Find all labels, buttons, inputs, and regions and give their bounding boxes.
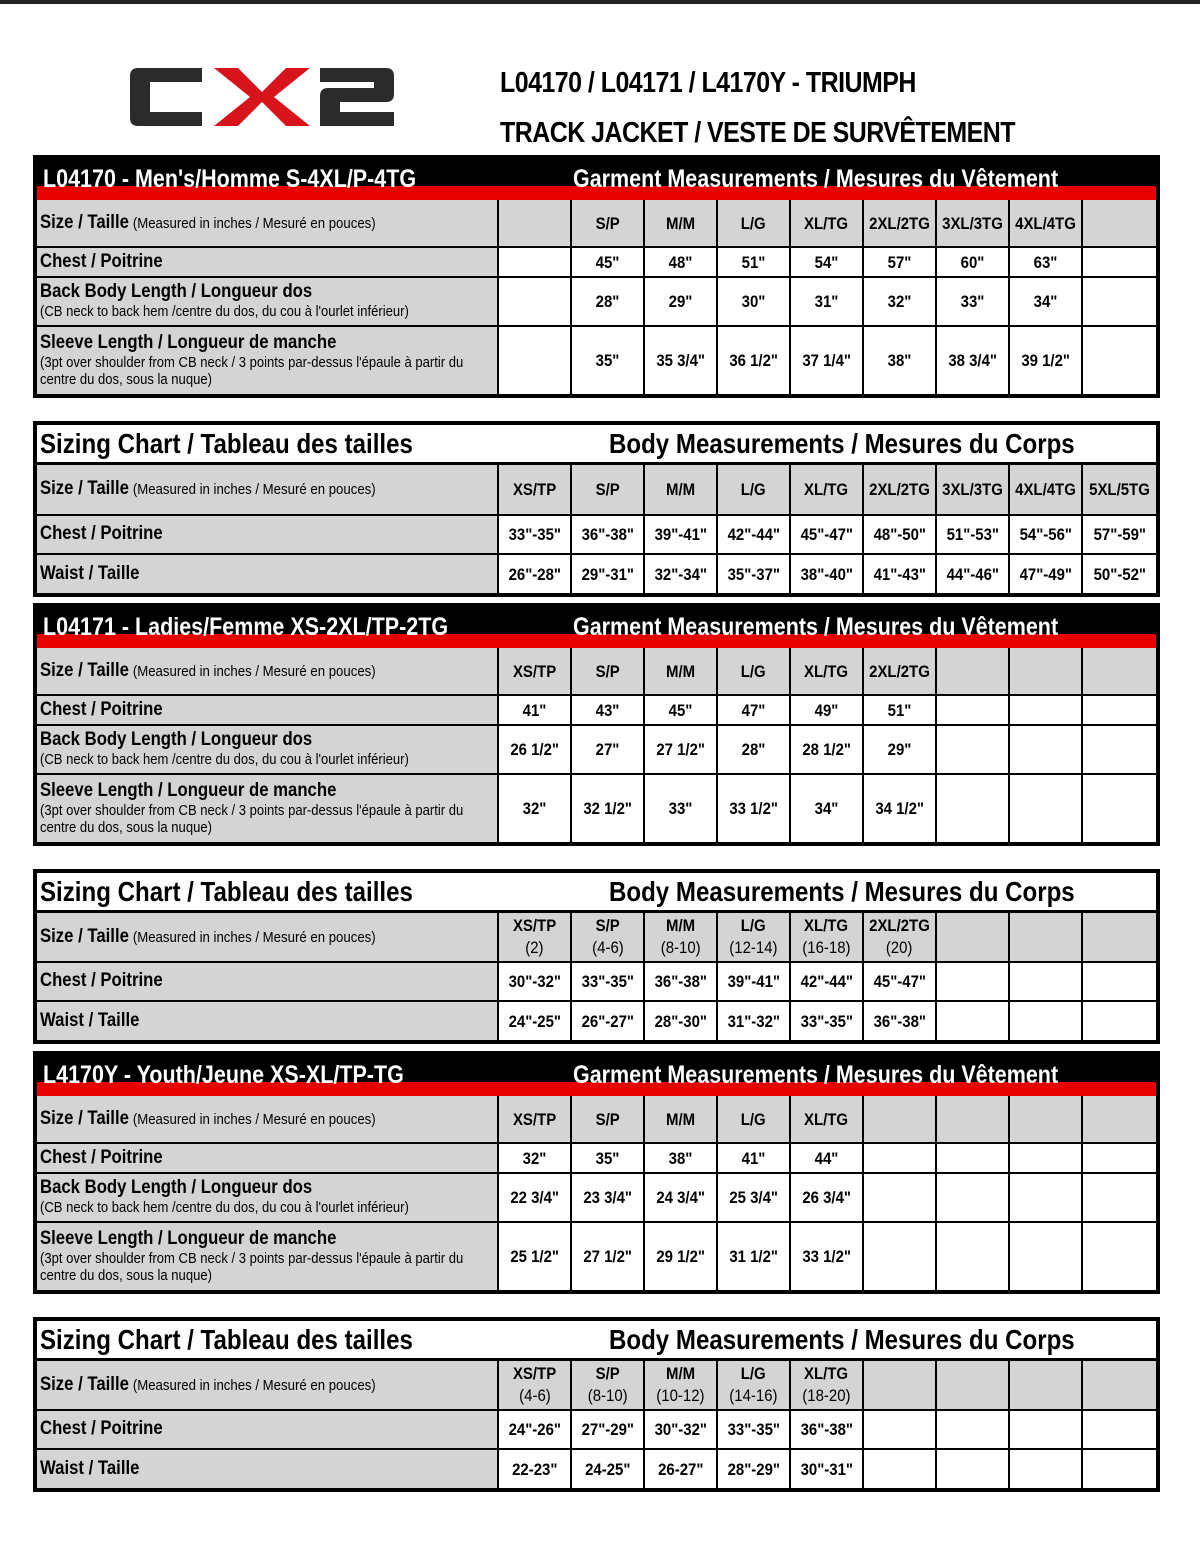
waist-cell: [1082, 1449, 1156, 1488]
waist-cell: [936, 1001, 1009, 1040]
chest-cell: 49": [790, 695, 863, 725]
waist-cell: 44"-46": [936, 554, 1009, 593]
chest-cell: 45": [571, 247, 644, 277]
back-length-label: Back Body Length / Longueur dos (CB neck to back hem /centre du dos, du cou à l'ourlet inférieur): [37, 277, 498, 326]
waist-row: [37, 1449, 1156, 1488]
back-length-cell: 34": [1009, 277, 1082, 326]
back-length-cell: [936, 725, 1009, 774]
sleeve-length-label: Sleeve Length / Longueur de manche (3pt over shoulder from CB neck / 3 points par-dessus l'épaule à partir du centre du dos, sous la nuque): [37, 774, 498, 842]
ladies-body-header: [37, 873, 1156, 913]
back-length-label: Back Body Length / Longueur dos (CB neck to back hem /centre du dos, du cou à l'ourlet inférieur): [37, 1173, 498, 1222]
waist-cell: 29"-31": [571, 554, 644, 593]
chest-cell: [1009, 962, 1082, 1001]
waist-cell: 26"-28": [498, 554, 571, 593]
size-cell: M/M (10-12): [644, 1361, 717, 1410]
waist-cell: 30"-31": [790, 1449, 863, 1488]
back-length-label: Back Body Length / Longueur dos (CB neck to back hem /centre du dos, du cou à l'ourlet inférieur): [37, 725, 498, 774]
sleeve-length-cell: 33": [644, 774, 717, 842]
size-cell: M/M: [644, 1096, 717, 1143]
waist-cell: 28"-30": [644, 1001, 717, 1040]
chest-cell: 27"-29": [571, 1410, 644, 1449]
document-title-line2: TRACK JACKET / VESTE DE SURVÊTEMENT: [500, 117, 1015, 149]
ladies-title: L04171 - Ladies/Femme XS-2XL/TP-2TG: [43, 613, 449, 641]
waist-cell: 50"-52": [1082, 554, 1156, 593]
size-cell: M/M: [644, 648, 717, 695]
size-cell: L/G: [717, 1096, 790, 1143]
size-label: Size / Taille (Measured in inches / Mesuré en pouces): [37, 465, 498, 515]
waist-cell: 24-25": [571, 1449, 644, 1488]
size-cell: XL/TG: [790, 465, 863, 515]
chest-cell: 57": [863, 247, 936, 277]
chest-cell: 51": [717, 247, 790, 277]
back-length-cell: [863, 1173, 936, 1222]
chest-cell: 54"-56": [1009, 515, 1082, 554]
size-row: [37, 1096, 1156, 1143]
back-length-cell: [936, 1173, 1009, 1222]
chest-label: Chest / Poitrine: [37, 695, 498, 725]
size-cell: 5XL/5TG: [1082, 465, 1156, 515]
back-length-cell: [498, 277, 571, 326]
chest-cell: 54": [790, 247, 863, 277]
sleeve-length-row: [37, 326, 1156, 394]
chest-cell: 45": [644, 695, 717, 725]
size-label: Size / Taille (Measured in inches / Mesuré en pouces): [37, 1096, 498, 1143]
chest-cell: 33"-35": [498, 515, 571, 554]
waist-cell: 38"-40": [790, 554, 863, 593]
chest-cell: 42"-44": [790, 962, 863, 1001]
chest-cell: 42"-44": [717, 515, 790, 554]
youth-garment-section: [33, 1051, 1160, 1294]
size-row: [37, 465, 1156, 515]
back-length-cell: 32": [863, 277, 936, 326]
size-cell: S/P: [571, 1096, 644, 1143]
size-cell: L/G (14-16): [717, 1361, 790, 1410]
waist-label: Waist / Taille: [37, 1001, 498, 1040]
sizing-chart-heading: Sizing Chart / Tableau des tailles: [40, 876, 413, 907]
ladies-garment-table: [37, 648, 1156, 842]
sleeve-length-cell: 25 1/2": [498, 1222, 571, 1290]
sleeve-length-cell: 36 1/2": [717, 326, 790, 394]
chest-cell: [1082, 1143, 1156, 1173]
size-cell: XL/TG: [790, 648, 863, 695]
back-length-cell: 27 1/2": [644, 725, 717, 774]
size-cell: [863, 1096, 936, 1143]
chest-cell: 48": [644, 247, 717, 277]
back-length-cell: 29": [863, 725, 936, 774]
sleeve-length-cell: 37 1/4": [790, 326, 863, 394]
sleeve-length-cell: [1082, 326, 1156, 394]
size-cell: XS/TP: [498, 465, 571, 515]
size-cell: [1082, 648, 1156, 695]
body-measurements-heading: Body Measurements / Mesures du Corps: [609, 428, 1075, 459]
waist-cell: 32"-34": [644, 554, 717, 593]
garment-measurements-heading: Garment Measurements / Mesures du Vêtement: [573, 613, 1059, 641]
chest-cell: 51": [863, 695, 936, 725]
waist-cell: 35"-37": [717, 554, 790, 593]
back-length-cell: [1082, 277, 1156, 326]
sleeve-length-cell: 34 1/2": [863, 774, 936, 842]
waist-cell: 33"-35": [790, 1001, 863, 1040]
chest-row: [37, 1410, 1156, 1449]
size-cell: XL/TG: [790, 200, 863, 247]
size-row: [37, 913, 1156, 962]
waist-cell: 31"-32": [717, 1001, 790, 1040]
size-label: Size / Taille (Measured in inches / Mesuré en pouces): [37, 1361, 498, 1410]
size-cell: [1009, 913, 1082, 962]
chest-label: Chest / Poitrine: [37, 962, 498, 1001]
back-length-row: [37, 277, 1156, 326]
chest-cell: 43": [571, 695, 644, 725]
garment-measurements-heading: Garment Measurements / Mesures du Vêtement: [573, 1061, 1059, 1089]
chest-label: Chest / Poitrine: [37, 247, 498, 277]
chest-cell: [1009, 695, 1082, 725]
back-length-cell: [1009, 1173, 1082, 1222]
chest-cell: 35": [571, 1143, 644, 1173]
size-cell: [936, 648, 1009, 695]
size-cell: [863, 1361, 936, 1410]
youth-garment-table: [37, 1096, 1156, 1290]
back-length-cell: 26 1/2": [498, 725, 571, 774]
size-cell: [1009, 1361, 1082, 1410]
chest-cell: [936, 1143, 1009, 1173]
youth-body-table: [37, 1361, 1156, 1488]
back-length-cell: 23 3/4": [571, 1173, 644, 1222]
sleeve-length-cell: 35": [571, 326, 644, 394]
sleeve-length-cell: [936, 1222, 1009, 1290]
sleeve-length-cell: 27 1/2": [571, 1222, 644, 1290]
size-label: Size / Taille (Measured in inches / Mesuré en pouces): [37, 913, 498, 962]
size-cell: 2XL/2TG: [863, 200, 936, 247]
sleeve-length-cell: 33 1/2": [717, 774, 790, 842]
sleeve-length-cell: 31 1/2": [717, 1222, 790, 1290]
size-cell: M/M: [644, 200, 717, 247]
size-cell: [1082, 1096, 1156, 1143]
size-cell: XL/TG (16-18): [790, 913, 863, 962]
size-cell: XS/TP (4-6): [498, 1361, 571, 1410]
waist-label: Waist / Taille: [37, 554, 498, 593]
back-length-cell: 31": [790, 277, 863, 326]
ladies-garment-header: [37, 607, 1156, 648]
chest-row: [37, 962, 1156, 1001]
sleeve-length-cell: 32 1/2": [571, 774, 644, 842]
size-cell: XS/TP (2): [498, 913, 571, 962]
waist-cell: 24"-25": [498, 1001, 571, 1040]
sleeve-length-cell: [1082, 1222, 1156, 1290]
size-cell: L/G (12-14): [717, 913, 790, 962]
chest-row: [37, 247, 1156, 277]
back-length-cell: 22 3/4": [498, 1173, 571, 1222]
size-cell: [936, 1096, 1009, 1143]
size-cell: [498, 200, 571, 247]
size-cell: S/P (4-6): [571, 913, 644, 962]
waist-label: Waist / Taille: [37, 1449, 498, 1488]
men-garment-header: [37, 159, 1156, 200]
waist-cell: 36"-38": [863, 1001, 936, 1040]
chest-cell: [936, 1410, 1009, 1449]
waist-cell: 22-23": [498, 1449, 571, 1488]
chest-row: [37, 695, 1156, 725]
chest-cell: 24"-26": [498, 1410, 571, 1449]
sleeve-length-cell: [1082, 774, 1156, 842]
chest-cell: 36"-38": [790, 1410, 863, 1449]
sleeve-length-cell: [1009, 1222, 1082, 1290]
size-cell: L/G: [717, 200, 790, 247]
men-title: L04170 - Men's/Homme S-4XL/P-4TG: [43, 165, 417, 193]
size-cell: XL/TG: [790, 1096, 863, 1143]
sizing-chart-heading: Sizing Chart / Tableau des tailles: [40, 428, 413, 459]
waist-cell: [1009, 1449, 1082, 1488]
back-length-cell: 26 3/4": [790, 1173, 863, 1222]
chest-cell: 48"-50": [863, 515, 936, 554]
back-length-cell: 28": [571, 277, 644, 326]
size-cell: S/P: [571, 648, 644, 695]
youth-body-section: [33, 1317, 1160, 1492]
sleeve-length-cell: [863, 1222, 936, 1290]
sleeve-length-cell: 38 3/4": [936, 326, 1009, 394]
chest-label: Chest / Poitrine: [37, 515, 498, 554]
size-cell: 2XL/2TG: [863, 648, 936, 695]
chest-cell: 45"-47": [863, 962, 936, 1001]
chest-label: Chest / Poitrine: [37, 1143, 498, 1173]
size-cell: XL/TG (18-20): [790, 1361, 863, 1410]
chest-cell: 60": [936, 247, 1009, 277]
back-length-cell: 33": [936, 277, 1009, 326]
ladies-garment-section: [33, 603, 1160, 846]
sleeve-length-cell: 32": [498, 774, 571, 842]
back-length-cell: 25 3/4": [717, 1173, 790, 1222]
back-length-row: [37, 725, 1156, 774]
youth-title: L4170Y - Youth/Jeune XS-XL/TP-TG: [43, 1061, 404, 1089]
back-length-cell: 29": [644, 277, 717, 326]
chest-cell: [1082, 1410, 1156, 1449]
chest-cell: 41": [498, 695, 571, 725]
waist-cell: [1009, 1001, 1082, 1040]
chest-cell: [936, 962, 1009, 1001]
chest-cell: 57"-59": [1082, 515, 1156, 554]
size-cell: S/P: [571, 200, 644, 247]
chest-cell: 36"-38": [571, 515, 644, 554]
sleeve-length-cell: 34": [790, 774, 863, 842]
size-cell: 4XL/4TG: [1009, 465, 1082, 515]
size-cell: M/M (8-10): [644, 913, 717, 962]
waist-cell: 28"-29": [717, 1449, 790, 1488]
chest-cell: 45"-47": [790, 515, 863, 554]
back-length-cell: [1082, 725, 1156, 774]
size-cell: XS/TP: [498, 648, 571, 695]
chest-cell: 30"-32": [644, 1410, 717, 1449]
sleeve-length-label: Sleeve Length / Longueur de manche (3pt over shoulder from CB neck / 3 points par-dessus l'épaule à partir du centre du dos, sous la nuque): [37, 1222, 498, 1290]
chest-cell: [1082, 247, 1156, 277]
sleeve-length-cell: [498, 326, 571, 394]
sleeve-length-label: Sleeve Length / Longueur de manche (3pt over shoulder from CB neck / 3 points par-dessus l'épaule à partir du centre du dos, sous la nuque): [37, 326, 498, 394]
sleeve-length-cell: 29 1/2": [644, 1222, 717, 1290]
waist-cell: 26-27": [644, 1449, 717, 1488]
men-garment-table: [37, 200, 1156, 394]
back-length-cell: [1009, 725, 1082, 774]
size-cell: 3XL/3TG: [936, 200, 1009, 247]
sleeve-length-cell: [1009, 774, 1082, 842]
sleeve-length-cell: 35 3/4": [644, 326, 717, 394]
size-cell: [1082, 200, 1156, 247]
size-cell: L/G: [717, 465, 790, 515]
size-cell: [936, 1361, 1009, 1410]
waist-row: [37, 554, 1156, 593]
back-length-cell: 27": [571, 725, 644, 774]
chest-cell: 30"-32": [498, 962, 571, 1001]
size-label: Size / Taille (Measured in inches / Mesuré en pouces): [37, 648, 498, 695]
back-length-cell: 28": [717, 725, 790, 774]
size-cell: L/G: [717, 648, 790, 695]
men-body-table: [37, 465, 1156, 593]
sleeve-length-row: [37, 774, 1156, 842]
chest-cell: [1009, 1410, 1082, 1449]
waist-cell: [863, 1449, 936, 1488]
waist-cell: 41"-43": [863, 554, 936, 593]
chest-cell: 41": [717, 1143, 790, 1173]
chest-cell: [1082, 695, 1156, 725]
size-cell: 2XL/2TG (20): [863, 913, 936, 962]
men-body-section: [33, 421, 1160, 597]
body-measurements-heading: Body Measurements / Mesures du Corps: [609, 1324, 1075, 1355]
sleeve-length-cell: 39 1/2": [1009, 326, 1082, 394]
sleeve-length-cell: 38": [863, 326, 936, 394]
top-border-line: [0, 0, 1200, 4]
size-cell: S/P: [571, 465, 644, 515]
chest-row: [37, 1143, 1156, 1173]
chest-cell: 39"-41": [717, 962, 790, 1001]
size-cell: XS/TP: [498, 1096, 571, 1143]
chest-cell: [863, 1410, 936, 1449]
chest-cell: 63": [1009, 247, 1082, 277]
men-garment-section: [33, 155, 1160, 398]
ladies-body-table: [37, 913, 1156, 1040]
size-cell: [1009, 648, 1082, 695]
chest-cell: [498, 247, 571, 277]
waist-row: [37, 1001, 1156, 1040]
garment-measurements-heading: Garment Measurements / Mesures du Vêtement: [573, 165, 1059, 193]
back-length-cell: 28 1/2": [790, 725, 863, 774]
chest-cell: [1082, 962, 1156, 1001]
cx2-logo: [128, 66, 396, 128]
back-length-cell: [1082, 1173, 1156, 1222]
chest-cell: [1009, 1143, 1082, 1173]
back-length-row: [37, 1173, 1156, 1222]
sizing-chart-heading: Sizing Chart / Tableau des tailles: [40, 1324, 413, 1355]
youth-body-header: [37, 1321, 1156, 1361]
chest-label: Chest / Poitrine: [37, 1410, 498, 1449]
size-cell: [1009, 1096, 1082, 1143]
chest-cell: 47": [717, 695, 790, 725]
document-title-line1: L04170 / L04171 / L4170Y - TRIUMPH: [500, 67, 916, 99]
sleeve-length-row: [37, 1222, 1156, 1290]
size-row: [37, 648, 1156, 695]
chest-cell: 33"-35": [571, 962, 644, 1001]
sleeve-length-cell: 33 1/2": [790, 1222, 863, 1290]
size-cell: 4XL/4TG: [1009, 200, 1082, 247]
size-cell: [1082, 1361, 1156, 1410]
sleeve-length-cell: [936, 774, 1009, 842]
size-cell: S/P (8-10): [571, 1361, 644, 1410]
size-row: [37, 200, 1156, 247]
size-cell: 2XL/2TG: [863, 465, 936, 515]
document-title: [500, 58, 1180, 158]
body-measurements-heading: Body Measurements / Mesures du Corps: [609, 876, 1075, 907]
chest-cell: 44": [790, 1143, 863, 1173]
chest-cell: 36"-38": [644, 962, 717, 1001]
chest-cell: 32": [498, 1143, 571, 1173]
size-label: Size / Taille (Measured in inches / Mesuré en pouces): [37, 200, 498, 247]
men-body-header: [37, 425, 1156, 465]
back-length-cell: 30": [717, 277, 790, 326]
chest-cell: 51"-53": [936, 515, 1009, 554]
size-cell: [936, 913, 1009, 962]
waist-cell: [1082, 1001, 1156, 1040]
ladies-body-section: [33, 869, 1160, 1044]
chest-cell: 33"-35": [717, 1410, 790, 1449]
chest-cell: [863, 1143, 936, 1173]
size-cell: M/M: [644, 465, 717, 515]
waist-cell: 26"-27": [571, 1001, 644, 1040]
size-cell: [1082, 913, 1156, 962]
youth-garment-header: [37, 1055, 1156, 1096]
back-length-cell: 24 3/4": [644, 1173, 717, 1222]
size-row: [37, 1361, 1156, 1410]
chest-row: [37, 515, 1156, 554]
chest-cell: 39"-41": [644, 515, 717, 554]
waist-cell: 47"-49": [1009, 554, 1082, 593]
size-cell: 3XL/3TG: [936, 465, 1009, 515]
chest-cell: [936, 695, 1009, 725]
waist-cell: [936, 1449, 1009, 1488]
chest-cell: 38": [644, 1143, 717, 1173]
